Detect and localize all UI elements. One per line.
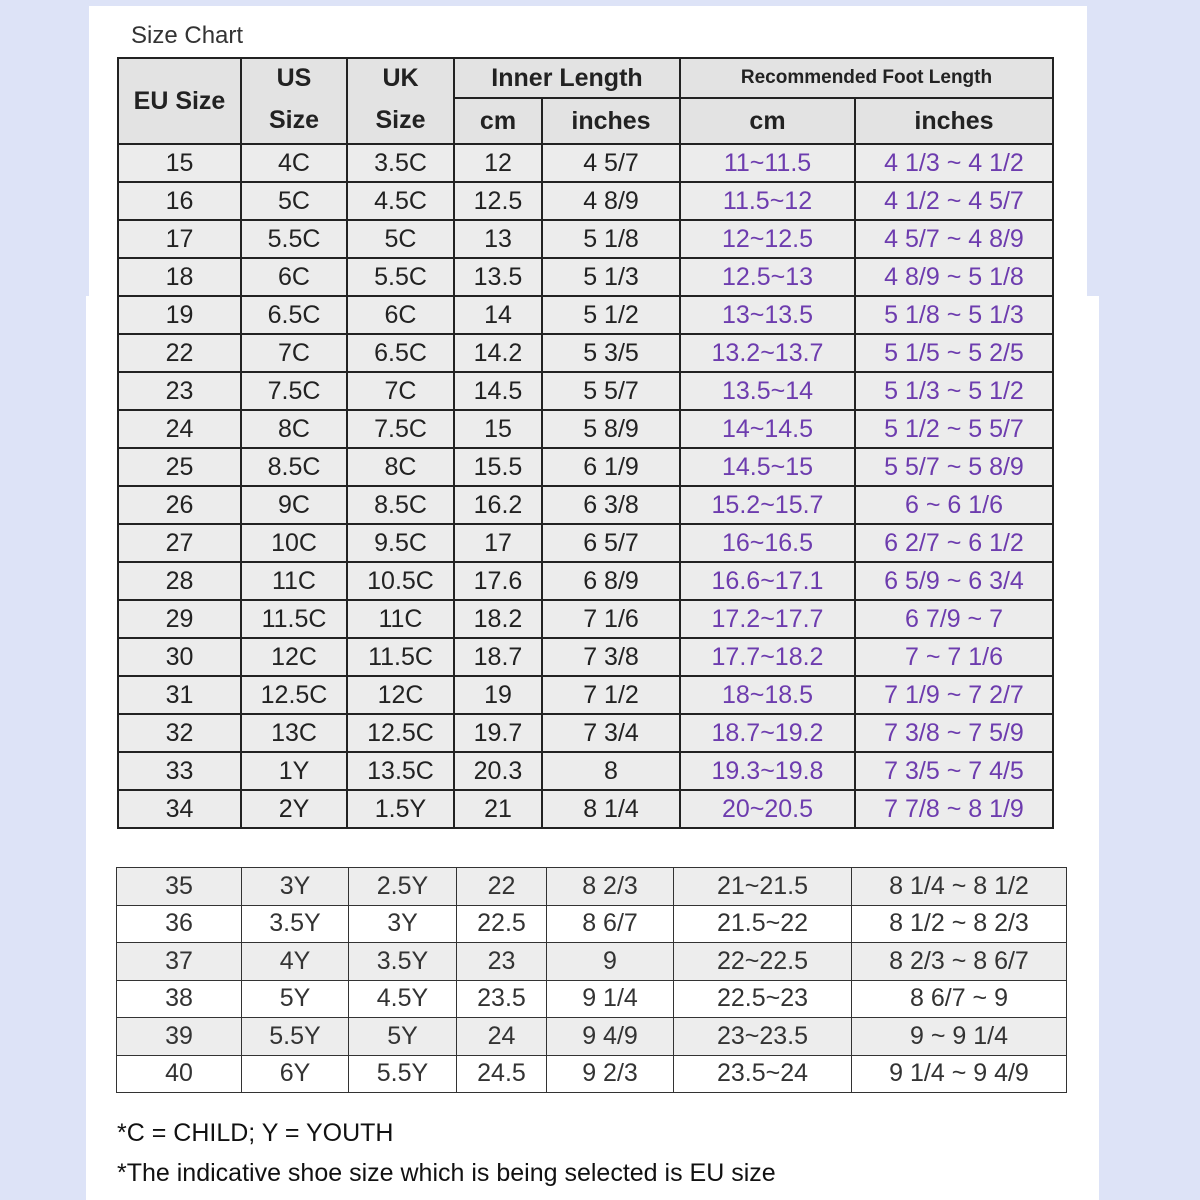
cell-eu: 31: [118, 676, 241, 714]
cell-rec-in: 5 1/8 ~ 5 1/3: [855, 296, 1053, 334]
cell-inner-cm: 13: [454, 220, 542, 258]
cell-inner-in: 8 1/4: [542, 790, 680, 828]
cell-rec-in: 6 7/9 ~ 7: [855, 600, 1053, 638]
cell-us: 8C: [241, 410, 347, 448]
cell-inner-in: 6 3/8: [542, 486, 680, 524]
cell-rec-cm: 15.2~15.7: [680, 486, 855, 524]
header-inner-cm: cm: [454, 98, 542, 144]
cell-rec-cm: 11~11.5: [680, 144, 855, 182]
cell-inner-in: 6 5/7: [542, 524, 680, 562]
cell-rec-cm: 12.5~13: [680, 258, 855, 296]
cell-rec-in: 4 8/9 ~ 5 1/8: [855, 258, 1053, 296]
cell-rec-cm: 17.7~18.2: [680, 638, 855, 676]
cell-us: 2Y: [241, 790, 347, 828]
cell-inner-cm: 17.6: [454, 562, 542, 600]
size-chart-table: [117, 57, 1054, 829]
cell-rec-in: 8 1/2 ~ 8 2/3: [852, 905, 1067, 943]
cell-uk: 12.5C: [347, 714, 454, 752]
cell-uk: 8C: [347, 448, 454, 486]
cell-rec-cm: 13.5~14: [680, 372, 855, 410]
cell-inner-in: 7 3/8: [542, 638, 680, 676]
cell-rec-cm: 16.6~17.1: [680, 562, 855, 600]
cell-us: 4C: [241, 144, 347, 182]
cell-uk: 6C: [347, 296, 454, 334]
cell-us: 7.5C: [241, 372, 347, 410]
cell-eu: 23: [118, 372, 241, 410]
header-us: US: [241, 58, 347, 98]
cell-inner-in: 9 4/9: [547, 1018, 674, 1056]
table-row: [118, 790, 1053, 828]
cell-inner-cm: 22.5: [457, 905, 547, 943]
cell-uk: 3.5C: [347, 144, 454, 182]
table-row: [118, 182, 1053, 220]
cell-rec-in: 5 5/7 ~ 5 8/9: [855, 448, 1053, 486]
cell-inner-in: 4 8/9: [542, 182, 680, 220]
table-row: [118, 676, 1053, 714]
table-row: [118, 486, 1053, 524]
cell-rec-in: 7 3/5 ~ 7 4/5: [855, 752, 1053, 790]
table-row: [118, 296, 1053, 334]
cell-rec-in: 7 ~ 7 1/6: [855, 638, 1053, 676]
table-row: [117, 1018, 1067, 1056]
cell-inner-cm: 21: [454, 790, 542, 828]
cell-uk: 1.5Y: [347, 790, 454, 828]
note-eu-size: *The indicative shoe size which is being selected is EU size: [117, 1159, 776, 1187]
header-rec-inches: inches: [855, 98, 1053, 144]
cell-uk: 6.5C: [347, 334, 454, 372]
cell-uk: 5.5C: [347, 258, 454, 296]
cell-inner-cm: 15.5: [454, 448, 542, 486]
cell-inner-in: 8: [542, 752, 680, 790]
cell-us: 12.5C: [241, 676, 347, 714]
table-row: [118, 752, 1053, 790]
header-uk-size: Size: [347, 98, 454, 144]
cell-rec-cm: 19.3~19.8: [680, 752, 855, 790]
cell-inner-cm: 12.5: [454, 182, 542, 220]
cell-us: 5Y: [242, 980, 349, 1018]
table-row: [118, 714, 1053, 752]
table-row: [118, 448, 1053, 486]
cell-rec-cm: 21.5~22: [674, 905, 852, 943]
cell-eu: 32: [118, 714, 241, 752]
cell-inner-cm: 18.2: [454, 600, 542, 638]
cell-eu: 33: [118, 752, 241, 790]
table-row: [118, 372, 1053, 410]
cell-inner-cm: 15: [454, 410, 542, 448]
cell-us: 6Y: [242, 1055, 349, 1093]
header-inner-length: Inner Length: [454, 58, 680, 98]
cell-rec-in: 6 ~ 6 1/6: [855, 486, 1053, 524]
cell-us: 5.5C: [241, 220, 347, 258]
cell-us: 6.5C: [241, 296, 347, 334]
cell-uk: 12C: [347, 676, 454, 714]
cell-rec-cm: 17.2~17.7: [680, 600, 855, 638]
cell-eu: 25: [118, 448, 241, 486]
cell-uk: 3.5Y: [349, 943, 457, 981]
table-row: [118, 600, 1053, 638]
cell-rec-cm: 20~20.5: [680, 790, 855, 828]
cell-inner-in: 6 1/9: [542, 448, 680, 486]
cell-rec-cm: 22.5~23: [674, 980, 852, 1018]
header-uk: UK: [347, 58, 454, 98]
cell-inner-cm: 12: [454, 144, 542, 182]
cell-rec-cm: 13~13.5: [680, 296, 855, 334]
cell-rec-cm: 13.2~13.7: [680, 334, 855, 372]
cell-us: 5.5Y: [242, 1018, 349, 1056]
cell-eu: 26: [118, 486, 241, 524]
cell-inner-in: 9: [547, 943, 674, 981]
table-row: [117, 868, 1067, 906]
cell-uk: 7.5C: [347, 410, 454, 448]
cell-inner-cm: 19: [454, 676, 542, 714]
cell-uk: 4.5C: [347, 182, 454, 220]
header-inner-inches: inches: [542, 98, 680, 144]
cell-uk: 5C: [347, 220, 454, 258]
cell-rec-cm: 14~14.5: [680, 410, 855, 448]
cell-rec-in: 8 1/4 ~ 8 1/2: [852, 868, 1067, 906]
cell-eu: 28: [118, 562, 241, 600]
cell-inner-in: 5 8/9: [542, 410, 680, 448]
cell-rec-cm: 22~22.5: [674, 943, 852, 981]
cell-uk: 5.5Y: [349, 1055, 457, 1093]
cell-uk: 11C: [347, 600, 454, 638]
cell-eu: 30: [118, 638, 241, 676]
table-row: [118, 220, 1053, 258]
cell-inner-cm: 23: [457, 943, 547, 981]
cell-eu: 35: [117, 868, 242, 906]
cell-inner-cm: 14.2: [454, 334, 542, 372]
header-eu-size: EU Size: [118, 58, 241, 144]
cell-us: 11C: [241, 562, 347, 600]
cell-eu: 22: [118, 334, 241, 372]
cell-inner-in: 5 1/8: [542, 220, 680, 258]
cell-inner-cm: 24: [457, 1018, 547, 1056]
cell-inner-cm: 22: [457, 868, 547, 906]
cell-rec-cm: 23~23.5: [674, 1018, 852, 1056]
cell-inner-cm: 23.5: [457, 980, 547, 1018]
cell-eu: 39: [117, 1018, 242, 1056]
cell-us: 5C: [241, 182, 347, 220]
table-row: [118, 562, 1053, 600]
cell-rec-in: 5 1/3 ~ 5 1/2: [855, 372, 1053, 410]
cell-inner-in: 7 1/2: [542, 676, 680, 714]
cell-eu: 19: [118, 296, 241, 334]
cell-eu: 18: [118, 258, 241, 296]
cell-inner-in: 9 1/4: [547, 980, 674, 1018]
cell-eu: 40: [117, 1055, 242, 1093]
cell-uk: 10.5C: [347, 562, 454, 600]
cell-inner-in: 5 1/3: [542, 258, 680, 296]
cell-eu: 29: [118, 600, 241, 638]
header-rec-cm: cm: [680, 98, 855, 144]
cell-us: 11.5C: [241, 600, 347, 638]
cell-rec-cm: 18~18.5: [680, 676, 855, 714]
cell-rec-cm: 18.7~19.2: [680, 714, 855, 752]
cell-eu: 16: [118, 182, 241, 220]
table-row: [118, 334, 1053, 372]
cell-rec-cm: 14.5~15: [680, 448, 855, 486]
cell-inner-cm: 18.7: [454, 638, 542, 676]
cell-inner-in: 7 1/6: [542, 600, 680, 638]
table-row: [117, 980, 1067, 1018]
cell-eu: 38: [117, 980, 242, 1018]
cell-inner-in: 4 5/7: [542, 144, 680, 182]
cell-rec-in: 5 1/2 ~ 5 5/7: [855, 410, 1053, 448]
table-row: [117, 905, 1067, 943]
cell-us: 9C: [241, 486, 347, 524]
cell-inner-in: 8 2/3: [547, 868, 674, 906]
table-row: [118, 144, 1053, 182]
header-recommended-foot-length: Recommended Foot Length: [680, 58, 1053, 98]
table-row: [118, 524, 1053, 562]
cell-us: 13C: [241, 714, 347, 752]
cell-us: 12C: [241, 638, 347, 676]
cell-rec-in: 4 1/2 ~ 4 5/7: [855, 182, 1053, 220]
cell-inner-in: 5 3/5: [542, 334, 680, 372]
cell-rec-in: 5 1/5 ~ 5 2/5: [855, 334, 1053, 372]
cell-inner-in: 8 6/7: [547, 905, 674, 943]
cell-uk: 5Y: [349, 1018, 457, 1056]
cell-us: 3Y: [242, 868, 349, 906]
cell-uk: 7C: [347, 372, 454, 410]
table-row: [118, 638, 1053, 676]
cell-rec-in: 8 6/7 ~ 9: [852, 980, 1067, 1018]
cell-uk: 2.5Y: [349, 868, 457, 906]
cell-inner-in: 5 5/7: [542, 372, 680, 410]
cell-eu: 27: [118, 524, 241, 562]
cell-rec-in: 7 7/8 ~ 8 1/9: [855, 790, 1053, 828]
cell-rec-cm: 23.5~24: [674, 1055, 852, 1093]
cell-us: 7C: [241, 334, 347, 372]
cell-rec-in: 9 1/4 ~ 9 4/9: [852, 1055, 1067, 1093]
cell-uk: 9.5C: [347, 524, 454, 562]
size-chart-youth-table: [116, 867, 1067, 1093]
table-row: [117, 943, 1067, 981]
cell-us: 3.5Y: [242, 905, 349, 943]
cell-rec-cm: 11.5~12: [680, 182, 855, 220]
note-child-youth: *C = CHILD; Y = YOUTH: [117, 1119, 394, 1147]
table-row: [118, 258, 1053, 296]
cell-eu: 17: [118, 220, 241, 258]
cell-uk: 13.5C: [347, 752, 454, 790]
size-chart-title: Size Chart: [131, 22, 244, 49]
cell-inner-in: 9 2/3: [547, 1055, 674, 1093]
cell-inner-cm: 14: [454, 296, 542, 334]
cell-us: 8.5C: [241, 448, 347, 486]
cell-us: 6C: [241, 258, 347, 296]
cell-uk: 11.5C: [347, 638, 454, 676]
cell-uk: 4.5Y: [349, 980, 457, 1018]
cell-rec-cm: 21~21.5: [674, 868, 852, 906]
cell-inner-cm: 14.5: [454, 372, 542, 410]
cell-rec-in: 8 2/3 ~ 8 6/7: [852, 943, 1067, 981]
cell-rec-in: 7 3/8 ~ 7 5/9: [855, 714, 1053, 752]
cell-inner-cm: 16.2: [454, 486, 542, 524]
cell-uk: 3Y: [349, 905, 457, 943]
cell-eu: 15: [118, 144, 241, 182]
cell-eu: 36: [117, 905, 242, 943]
cell-us: 10C: [241, 524, 347, 562]
cell-rec-cm: 12~12.5: [680, 220, 855, 258]
cell-inner-in: 5 1/2: [542, 296, 680, 334]
cell-rec-in: 6 5/9 ~ 6 3/4: [855, 562, 1053, 600]
cell-rec-cm: 16~16.5: [680, 524, 855, 562]
cell-inner-cm: 20.3: [454, 752, 542, 790]
cell-inner-cm: 24.5: [457, 1055, 547, 1093]
cell-inner-cm: 17: [454, 524, 542, 562]
cell-eu: 24: [118, 410, 241, 448]
header-us-size: Size: [241, 98, 347, 144]
cell-us: 4Y: [242, 943, 349, 981]
table-row: [118, 410, 1053, 448]
cell-rec-in: 9 ~ 9 1/4: [852, 1018, 1067, 1056]
cell-us: 1Y: [241, 752, 347, 790]
cell-uk: 8.5C: [347, 486, 454, 524]
cell-inner-cm: 13.5: [454, 258, 542, 296]
cell-rec-in: 6 2/7 ~ 6 1/2: [855, 524, 1053, 562]
cell-inner-cm: 19.7: [454, 714, 542, 752]
table-row: [117, 1055, 1067, 1093]
cell-rec-in: 4 5/7 ~ 4 8/9: [855, 220, 1053, 258]
cell-eu: 37: [117, 943, 242, 981]
cell-rec-in: 7 1/9 ~ 7 2/7: [855, 676, 1053, 714]
cell-rec-in: 4 1/3 ~ 4 1/2: [855, 144, 1053, 182]
cell-inner-in: 6 8/9: [542, 562, 680, 600]
cell-eu: 34: [118, 790, 241, 828]
cell-inner-in: 7 3/4: [542, 714, 680, 752]
